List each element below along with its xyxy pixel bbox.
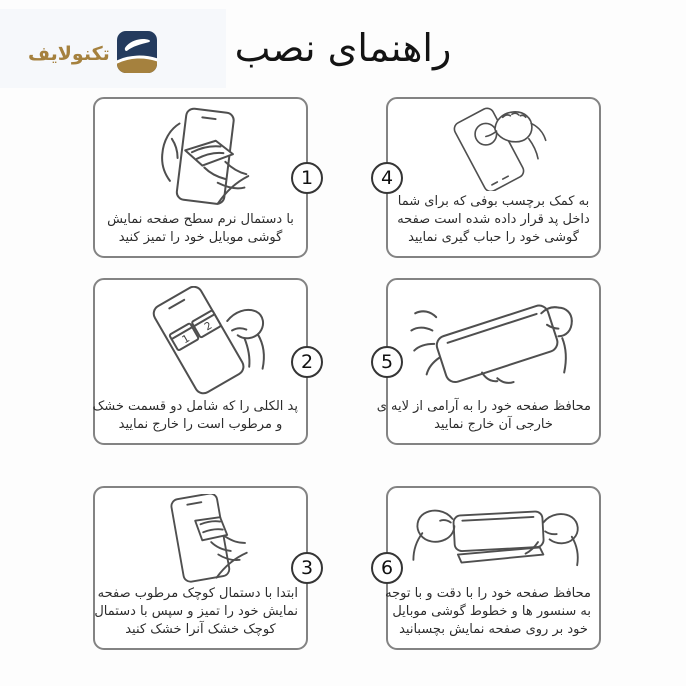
caption-line: نمایش خود را تمیز و سپس با دستمال [94,604,298,619]
step-3-panel [93,486,314,650]
caption-line: کوچک خشک آنرا خشک کنید [125,622,276,637]
caption-line: داخل پد قرار داده شده است صفحه [397,212,590,227]
step-4-number-badge [371,162,403,194]
svg-text:2: 2 [202,319,215,334]
caption-line: با دستمال نرم سطح صفحه نمایش [107,212,294,227]
caption-line: گوشی خود را حباب گیری نمایید [408,230,579,245]
caption-line: محافظ صفحه خود را با دقت و با توجه [385,586,591,601]
caption-line: خود بر روی صفحه نمایش بچسبانید [399,622,588,637]
step-4-caption [388,193,599,256]
caption-line: ابتدا با دستمال کوچک مرطوب صفحه [97,586,298,601]
caption-line: به سنسور ها و خطوط گوشی موبایل [392,604,591,619]
step-1-panel [93,97,314,258]
step-3-caption [95,585,306,648]
hand-removing-alcohol-pad-sachets-illustration [95,280,306,398]
step-1-number-badge [291,162,323,194]
page-title: راهنمای نصب [234,26,452,70]
step-5-caption [376,398,599,443]
step-4-panel [380,97,601,258]
step-5-number-badge [371,346,403,378]
step-1-caption [95,211,306,256]
step-2-panel [92,278,314,445]
fist-smoothing-bubbles-with-buff-sticker-illustration [388,99,599,193]
step-number: 5 [380,350,394,373]
logo-text: تکنولایف [28,43,110,65]
caption-line: پد الکلی را که شامل دو قسمت خشک [92,399,298,414]
step-number: 6 [380,557,394,579]
caption-line: و مرطوب است را خارج نمایید [118,417,283,432]
hand-wiping-phone-screen-with-soft-cloth-illustration [95,99,306,211]
step-number: 1 [300,166,314,189]
hands-aligning-protector-on-screen-illustration [388,488,599,585]
step-number: 2 [300,350,314,373]
step-2-caption [92,398,306,443]
caption-line: محافظ صفحه خود را به آرامی از لایه ی [376,399,591,414]
caption-line: به کمک برچسب بوفی که برای شما [397,194,590,209]
step-5-panel [376,278,601,445]
step-6-panel [380,486,601,650]
step-3-number-badge [291,552,323,584]
hands-peeling-outer-layer-illustration [388,280,599,398]
step-number: 4 [380,166,394,189]
step-6-caption [385,585,599,648]
step-6-number-badge [371,552,403,584]
step-2-number-badge [291,346,323,378]
step-number: 3 [300,557,314,579]
caption-line: گوشی موبایل خود را تمیز کنید [118,230,283,245]
svg-text:1: 1 [180,332,192,347]
caption-line: خارجی آن خارج نمایید [434,417,553,432]
hand-cleaning-screen-with-small-wipe-illustration [95,488,306,585]
